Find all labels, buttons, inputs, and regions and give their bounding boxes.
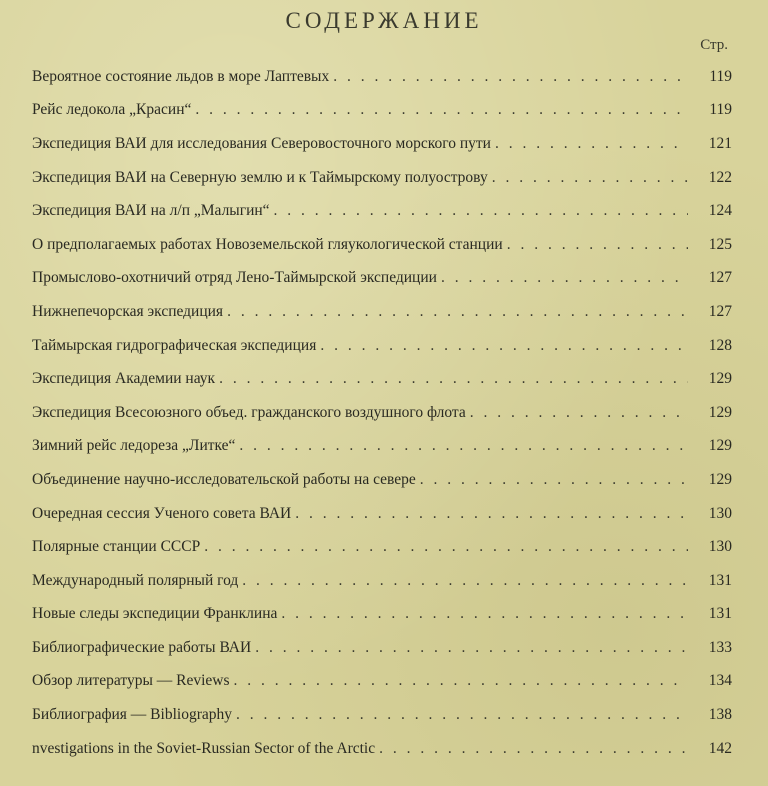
leader-dots — [420, 471, 688, 489]
toc-entry-page: 119 — [709, 67, 732, 85]
leader-dots — [234, 672, 688, 690]
toc-entry — [32, 60, 732, 94]
toc-entry-label: Очередная сессия Ученого совета ВАИ — [32, 504, 292, 522]
leader-dots — [470, 404, 688, 422]
toc-entry — [32, 631, 732, 665]
toc-entry-page: 133 — [708, 638, 732, 656]
toc-entry — [32, 598, 732, 632]
toc-entry — [32, 463, 732, 497]
toc-entry-label: Экспедиция ВАИ для исследования Северовосточного морского пути — [32, 134, 491, 152]
toc-entry-label: Библиографические работы ВАИ — [32, 638, 252, 656]
toc-entry-page: 127 — [708, 302, 732, 320]
toc-entry — [32, 262, 732, 296]
toc-entry-page: 128 — [708, 336, 732, 354]
leader-dots — [236, 706, 688, 724]
toc-entry-page: 119 — [709, 101, 732, 119]
leader-dots — [204, 538, 688, 556]
leader-dots — [281, 605, 688, 623]
toc-entry-label: Объединение научно-исследовательской работы на севере — [32, 470, 416, 488]
toc-entry — [32, 228, 732, 262]
leader-dots — [195, 101, 688, 119]
toc-entry — [32, 564, 732, 598]
toc-entry-label: Зимний рейс ледореза „Литке“ — [32, 437, 236, 455]
toc-entry-page: 129 — [708, 370, 732, 388]
leader-dots — [227, 303, 688, 321]
toc-entry — [32, 194, 732, 228]
toc-entry-page: 129 — [708, 470, 732, 488]
toc-entry-page: 138 — [708, 706, 732, 724]
toc-entry-label: О предполагаемых работах Новоземельской гляукологической станции — [32, 235, 503, 253]
toc-entry-page: 142 — [708, 739, 732, 757]
toc-entry — [32, 665, 732, 699]
toc-entry-page: 127 — [708, 269, 732, 287]
toc-entry-label: Обзор литературы — Reviews — [32, 672, 230, 690]
toc-entry-label: Промыслово-охотничий отряд Лено-Таймырской экспедиции — [32, 269, 437, 287]
leader-dots — [295, 505, 688, 523]
table-of-contents — [32, 60, 732, 765]
toc-entry-page: 129 — [708, 403, 732, 421]
leader-dots — [274, 202, 688, 220]
toc-entry-label: Экспедиция Академии наук — [32, 370, 216, 388]
leader-dots — [492, 169, 688, 187]
toc-entry-label: Международный полярный год — [32, 571, 239, 589]
toc-entry-label: Вероятное состояние льдов в море Лаптевых — [32, 67, 330, 85]
toc-entry — [32, 396, 732, 430]
toc-entry — [32, 430, 732, 464]
toc-entry-label: Библиография — Bibliography — [32, 706, 232, 724]
page-title: СОДЕРЖАНИЕ — [285, 8, 483, 33]
toc-entry-page: 125 — [708, 235, 732, 253]
toc-entry-page: 134 — [708, 672, 732, 690]
toc-entry-label: Экспедиция ВАИ на л/п „Малыгин“ — [32, 202, 270, 220]
leader-dots — [242, 572, 688, 590]
toc-entry — [32, 161, 732, 195]
leader-dots — [379, 740, 688, 758]
toc-entry-label: Экспедиция ВАИ на Северную землю и к Таймырскому полуострову — [32, 168, 488, 186]
leader-dots — [441, 269, 688, 287]
toc-entry-label: Рейс ледокола „Красин“ — [32, 101, 192, 119]
toc-entry-label: Нижнепечорская экспедиция — [32, 302, 224, 320]
page-column-label: Стр. — [700, 37, 728, 53]
toc-entry — [32, 732, 732, 766]
toc-entry — [32, 329, 732, 363]
toc-entry-page: 131 — [708, 605, 732, 623]
toc-entry — [32, 497, 732, 531]
toc-entry-page: 121 — [708, 134, 732, 152]
toc-entry — [32, 94, 732, 128]
leader-dots — [239, 437, 688, 455]
leader-dots — [255, 639, 688, 657]
toc-entry-page: 124 — [708, 202, 732, 220]
toc-entry-label: Экспедиция Всесоюзного объед. гражданского воздушного флота — [32, 403, 466, 421]
leader-dots — [219, 370, 688, 388]
leader-dots — [495, 135, 688, 153]
toc-entry-page: 122 — [708, 168, 732, 186]
toc-entry-label: Таймырская гидрографическая экспедиция — [32, 336, 317, 354]
toc-entry — [32, 295, 732, 329]
toc-entry-label: Новые следы экспедиции Франклина — [32, 605, 278, 623]
toc-entry-label: nvestigations in the Soviet-Russian Sector of the Arctic — [32, 739, 376, 757]
toc-entry-page: 130 — [708, 538, 732, 556]
toc-entry-label: Полярные станции СССР — [32, 538, 201, 556]
leader-dots — [507, 236, 688, 254]
toc-entry-page: 129 — [708, 437, 732, 455]
toc-entry — [32, 127, 732, 161]
leader-dots — [333, 68, 688, 86]
toc-entry-page: 130 — [708, 504, 732, 522]
leader-dots — [320, 337, 688, 355]
toc-entry — [32, 530, 732, 564]
toc-entry — [32, 698, 732, 732]
toc-entry — [32, 362, 732, 396]
toc-entry-page: 131 — [708, 571, 732, 589]
